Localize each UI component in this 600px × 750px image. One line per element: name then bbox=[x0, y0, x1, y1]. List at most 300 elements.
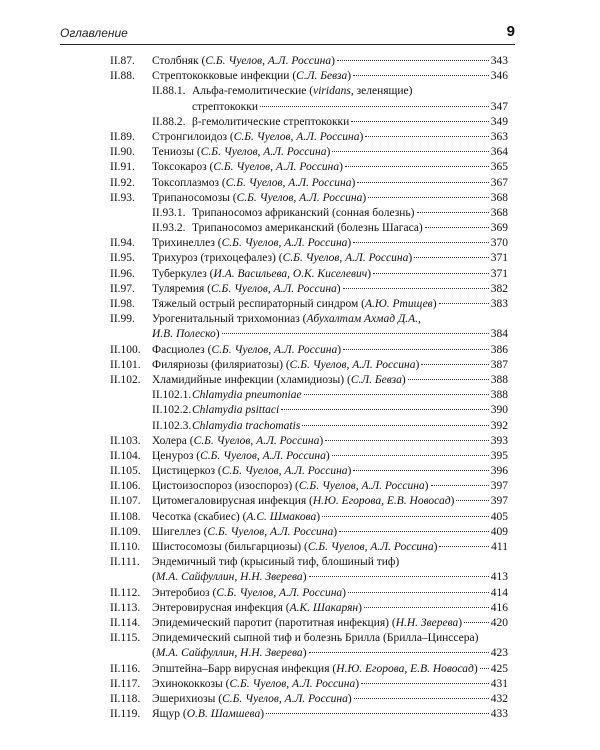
toc-entry-page: 349 bbox=[490, 115, 508, 128]
toc-entry-title bbox=[152, 479, 429, 494]
toc-entry-text: Холера ( bbox=[152, 434, 194, 447]
toc-entry-title bbox=[152, 267, 371, 282]
toc-entry[interactable] bbox=[110, 343, 508, 358]
toc-entry[interactable] bbox=[110, 479, 508, 494]
toc-entry-author: С.Б. Чуелов, А.Л. Россина bbox=[289, 358, 416, 371]
toc-entry-author: А.Ю. Ртищев bbox=[365, 298, 433, 311]
toc-entry[interactable] bbox=[110, 160, 508, 175]
toc-entry-number: II.100. bbox=[110, 343, 141, 356]
dot-leader bbox=[337, 60, 489, 61]
toc-entry-page: 423 bbox=[490, 647, 508, 660]
toc-entry-page: 388 bbox=[490, 389, 508, 402]
toc-entry[interactable] bbox=[110, 282, 508, 297]
toc-entry-title bbox=[152, 570, 307, 585]
toc-entry-page: 365 bbox=[490, 161, 508, 174]
dot-leader bbox=[281, 409, 489, 410]
toc-entry-page: 371 bbox=[490, 267, 508, 280]
toc-entry[interactable] bbox=[110, 631, 508, 661]
toc-entry-title bbox=[152, 631, 478, 646]
toc-entry-text: Ценуроз ( bbox=[152, 449, 201, 462]
toc-entry-author: О.В. Шамшева bbox=[186, 708, 261, 721]
toc-entry-text: ) bbox=[302, 647, 307, 660]
toc-entry-number: II.96. bbox=[110, 267, 135, 280]
toc-entry[interactable] bbox=[110, 176, 508, 191]
toc-entry-text: ) bbox=[336, 282, 341, 295]
toc-entry-text: Хламидийные инфекции (хламидиозы) ( bbox=[152, 373, 351, 386]
toc-entry-text: Филяриозы (филяриатозы) ( bbox=[152, 358, 290, 371]
toc-entry-line bbox=[110, 84, 508, 99]
toc-entry-number: II.93.1. bbox=[152, 206, 186, 219]
toc-entry-page: 414 bbox=[490, 586, 508, 599]
toc-entry-text: Альфа-гемолитические ( bbox=[192, 85, 314, 98]
toc-entry-number: II.116. bbox=[110, 662, 141, 675]
dot-leader bbox=[439, 303, 489, 304]
toc-entry-text: ) bbox=[347, 692, 352, 705]
toc-entry-number: II.114. bbox=[110, 616, 141, 629]
toc-entry-title bbox=[192, 419, 300, 434]
dot-leader bbox=[414, 257, 489, 258]
toc-entry-title bbox=[152, 54, 335, 69]
toc-entry-number: II.110. bbox=[110, 541, 141, 554]
toc-entry-page: 367 bbox=[490, 176, 508, 189]
toc-entry-number: II.102.3. bbox=[152, 419, 192, 432]
toc-entry-author: С.Б. Чуелов, А.Л. Россина bbox=[221, 465, 348, 478]
toc-entry-number: II.99. bbox=[110, 313, 135, 326]
dot-leader bbox=[332, 455, 489, 456]
toc-entry-title bbox=[152, 464, 351, 479]
toc-entry-page: 433 bbox=[490, 708, 508, 721]
toc-entry[interactable] bbox=[110, 662, 508, 677]
dot-leader bbox=[353, 470, 488, 471]
toc-entry-title bbox=[152, 297, 437, 312]
dot-leader bbox=[345, 166, 489, 167]
dot-leader bbox=[480, 668, 489, 669]
toc-entry[interactable] bbox=[110, 191, 508, 206]
toc-entry-text: ) bbox=[347, 237, 352, 250]
dot-leader bbox=[456, 500, 488, 501]
toc-entry-text: ) bbox=[458, 616, 463, 629]
toc-entry-author: С.Б. Чуелов, А.Л. Россина bbox=[233, 130, 360, 143]
dot-leader bbox=[222, 333, 489, 334]
toc-entry-title bbox=[152, 449, 330, 464]
toc-entry-page: 392 bbox=[490, 419, 508, 432]
toc-entry-page: 397 bbox=[490, 480, 508, 493]
toc-entry[interactable] bbox=[110, 358, 508, 373]
toc-entry-title bbox=[192, 115, 349, 130]
toc-entry-page: 420 bbox=[490, 616, 508, 629]
toc-entry-text: Цистицеркоз ( bbox=[152, 465, 222, 478]
toc-entry-title bbox=[152, 616, 462, 631]
dot-leader bbox=[464, 622, 489, 623]
dot-leader bbox=[348, 592, 489, 593]
toc-entry[interactable] bbox=[110, 555, 508, 585]
toc-entry[interactable] bbox=[110, 449, 508, 464]
toc-entry-author: С.Б. Чуелов, А.Л. Россина bbox=[282, 252, 409, 265]
dot-leader bbox=[373, 273, 489, 274]
toc-entry-title bbox=[152, 586, 346, 601]
dot-leader bbox=[343, 288, 489, 289]
toc-entry-text: ) bbox=[359, 130, 364, 143]
toc-entry-text: ) bbox=[367, 267, 372, 280]
toc-entry[interactable] bbox=[110, 677, 508, 692]
toc-entry-page: 411 bbox=[491, 541, 508, 554]
toc-entry-number: II.93. bbox=[110, 191, 135, 204]
toc-entry-text: ) bbox=[342, 586, 347, 599]
toc-entry-author: С.Б. Чуелов, А.Л. Россина bbox=[213, 161, 340, 174]
toc-entry-text: Стрептококковые инфекции ( bbox=[152, 70, 297, 83]
toc-entry-text: Эпштейна–Барр вирусная инфекция ( bbox=[152, 662, 337, 675]
toc-entry-page: 432 bbox=[490, 692, 508, 705]
dot-leader bbox=[332, 151, 488, 152]
toc-entry[interactable] bbox=[110, 540, 508, 555]
toc-entry[interactable] bbox=[110, 510, 508, 525]
toc-entry-number: II.95. bbox=[110, 252, 135, 265]
toc-entry-title bbox=[192, 100, 258, 115]
dot-leader bbox=[421, 364, 488, 365]
toc-entry-text: Энтеробиоз ( bbox=[152, 586, 217, 599]
toc-entry-text: Токсоплазмоз ( bbox=[152, 176, 226, 189]
toc-entry-text: ) bbox=[333, 525, 338, 538]
toc-entry-title bbox=[152, 312, 421, 327]
toc-entry-author: С.Б. Чуелов, А.Л. Россина bbox=[193, 434, 320, 447]
toc-entry-number: II.119. bbox=[110, 708, 141, 721]
toc-entry-page: 363 bbox=[490, 130, 508, 143]
toc-entry-text: Токсокароз ( bbox=[152, 161, 214, 174]
toc-entry-author: Chlamydia trachomatis bbox=[192, 419, 301, 432]
toc-entry-number: II.98. bbox=[110, 298, 135, 311]
toc-entry-author: viridans bbox=[313, 85, 351, 98]
toc-entry[interactable] bbox=[110, 464, 508, 479]
toc-entry-text: ) bbox=[415, 358, 420, 371]
toc-entry[interactable] bbox=[110, 69, 508, 84]
toc-entry[interactable] bbox=[110, 115, 508, 130]
toc-entry-text: Урогенитальный трихомониаз ( bbox=[152, 313, 307, 326]
toc-entry-title bbox=[152, 434, 323, 449]
toc-entry[interactable] bbox=[110, 297, 508, 312]
dot-leader bbox=[439, 546, 489, 547]
toc-entry-text: Эндемичный тиф (крысиный тиф, блошиный тиф) bbox=[152, 556, 400, 569]
toc-entry-text: Столбняк ( bbox=[152, 55, 206, 67]
dot-leader bbox=[304, 394, 489, 395]
toc-entry-title bbox=[152, 145, 330, 160]
dot-leader bbox=[368, 197, 489, 198]
toc-entry-page: 397 bbox=[490, 495, 508, 508]
toc-entry-author: С.Б. Чуелов, А.Л. Россина bbox=[211, 282, 337, 295]
toc-entry[interactable] bbox=[110, 206, 508, 221]
toc-entry-number: II.112. bbox=[110, 586, 141, 599]
toc-entry-text: Трипаносомоз американский (болезнь Шагаса) bbox=[192, 222, 423, 235]
toc-entry[interactable] bbox=[110, 145, 508, 160]
toc-entry-author: С.Б. Чуелов, А.Л. Россина bbox=[222, 692, 348, 705]
toc-entry-number: II.111. bbox=[110, 556, 140, 569]
toc-entry-line bbox=[110, 312, 508, 327]
toc-entry-text: ) bbox=[473, 662, 478, 675]
toc-entry-text: Цитомегаловирусная инфекция ( bbox=[152, 495, 313, 508]
toc-entry-number: II.107. bbox=[110, 495, 141, 508]
toc-entry-title bbox=[152, 525, 337, 540]
toc-entry-number: II.109. bbox=[110, 525, 141, 538]
toc-entry[interactable] bbox=[110, 221, 508, 236]
toc-entry-text: ) bbox=[319, 434, 324, 447]
toc-entry-page: 383 bbox=[490, 298, 508, 311]
toc-entry-text: ) bbox=[326, 146, 331, 159]
toc-entry-title bbox=[152, 373, 406, 388]
toc-entry-number: II.90. bbox=[110, 146, 135, 159]
toc-entry-page: 393 bbox=[490, 434, 508, 447]
toc-entry-number: II.103. bbox=[110, 434, 141, 447]
toc-entry-text: Трихуроз (трихоцефалез) ( bbox=[152, 252, 283, 265]
toc-entry-text: , зеленящие) bbox=[350, 85, 413, 98]
toc-entry-text: Эпидемический сыпной тиф и болезнь Брилла (Брилла–Цинссера) bbox=[152, 632, 479, 645]
toc-entry-text: Эпидемический паротит (паротитная инфекция) ( bbox=[152, 616, 396, 629]
toc-entry-number: II.88. bbox=[110, 70, 135, 83]
toc-entry-line bbox=[110, 555, 508, 570]
dot-leader bbox=[302, 425, 488, 426]
toc-entry-text: Эшерихиозы ( bbox=[152, 692, 223, 705]
toc-entry[interactable] bbox=[110, 601, 508, 616]
toc-entry[interactable] bbox=[110, 373, 508, 388]
toc-entry-text: Чесотка (скабиес) ( bbox=[152, 510, 247, 523]
toc-entry-page: 368 bbox=[490, 206, 508, 219]
dot-leader bbox=[353, 75, 489, 76]
dot-leader bbox=[357, 182, 488, 183]
toc-entry-author: М.А. Сайфуллин, Н.Н. Зверева bbox=[155, 571, 303, 584]
dot-leader bbox=[260, 106, 489, 107]
toc-entry-text: ) bbox=[362, 191, 367, 204]
toc-entry-author: С.Б. Чуелов, А.Л. Россина bbox=[236, 191, 363, 204]
toc-entry-title bbox=[152, 540, 437, 555]
toc-entry-title bbox=[152, 555, 399, 570]
toc-entry-text: ) bbox=[331, 55, 335, 67]
toc-entry[interactable] bbox=[110, 494, 508, 509]
toc-entry-line bbox=[110, 570, 508, 585]
toc-entry-page: 386 bbox=[490, 343, 508, 356]
toc-entry-page: 416 bbox=[490, 601, 508, 614]
toc-entry-author: С.Б. Чуелов, А.Л. Россина bbox=[200, 449, 326, 462]
toc-entry-page: 396 bbox=[490, 465, 508, 478]
toc-entry-text: Трипаносомозы ( bbox=[152, 191, 237, 204]
toc-entry[interactable] bbox=[110, 54, 508, 69]
toc-entry-text: ) bbox=[401, 373, 406, 386]
toc-entry-page: 384 bbox=[490, 328, 508, 341]
toc-entry-author: С.Б. Чуелов, А.Л. Россина bbox=[216, 586, 343, 599]
toc-entry-title bbox=[152, 662, 478, 677]
toc-entry[interactable] bbox=[110, 692, 508, 707]
toc-entry-author: С.Б. Чуелов, А.Л. Россина bbox=[225, 176, 352, 189]
toc-entry-text: ( bbox=[152, 571, 156, 584]
dot-leader bbox=[431, 485, 489, 486]
toc-entry-number: II.115. bbox=[110, 632, 141, 645]
toc-entry-author: С.Б. Чуелов, А.Л. Россина bbox=[205, 55, 332, 67]
dot-leader bbox=[351, 121, 488, 122]
toc-entry-title bbox=[152, 327, 220, 342]
toc-entry-line bbox=[110, 327, 508, 342]
toc-entry-title bbox=[152, 707, 264, 722]
dot-leader bbox=[339, 531, 489, 532]
toc-entry-title bbox=[192, 221, 423, 236]
toc-entry-title bbox=[152, 282, 341, 297]
toc-entry-number: II.118. bbox=[110, 692, 141, 705]
toc-entry-author: С.Л. Бевза bbox=[296, 70, 348, 83]
toc-entry-line bbox=[110, 646, 508, 661]
toc-entry-number: II.106. bbox=[110, 480, 141, 493]
toc-entry[interactable] bbox=[110, 403, 508, 418]
toc-entry-text: Тениозы ( bbox=[152, 146, 201, 159]
toc-entry-author: С.Б. Чуелов, А.Л. Россина bbox=[221, 237, 348, 250]
toc-entry-number: II.88.1. bbox=[152, 85, 186, 98]
toc-entry[interactable] bbox=[110, 525, 508, 540]
dot-leader bbox=[309, 652, 489, 653]
toc-entry-author: С.Б. Чуелов, А.Л. Россина bbox=[298, 480, 425, 493]
toc-entry-author: С.Л. Бевза bbox=[350, 373, 402, 386]
toc-entry-number: II.113. bbox=[110, 601, 141, 614]
toc-entry-text: ) bbox=[339, 161, 343, 174]
table-of-contents bbox=[110, 54, 508, 722]
dot-leader bbox=[325, 440, 489, 441]
toc-entry-line bbox=[110, 100, 508, 115]
toc-entry-number: II.89. bbox=[110, 130, 135, 143]
toc-entry-text: ) bbox=[424, 480, 429, 493]
toc-entry-page: 390 bbox=[490, 404, 508, 417]
dot-leader bbox=[408, 379, 489, 380]
toc-entry[interactable] bbox=[110, 236, 508, 251]
toc-entry-number: II.105. bbox=[110, 465, 141, 478]
toc-entry-author: И.А. Васильева, О.К. Киселевич bbox=[213, 267, 368, 280]
toc-entry[interactable] bbox=[110, 707, 508, 722]
toc-entry-author: Chlamydia pneumoniae bbox=[192, 389, 302, 402]
toc-entry-text: ) bbox=[260, 708, 265, 721]
toc-entry-title bbox=[152, 646, 307, 661]
toc-entry[interactable] bbox=[110, 586, 508, 601]
dot-leader bbox=[266, 713, 489, 714]
toc-entry-page: 388 bbox=[490, 373, 508, 386]
toc-entry-text: Цистоизоспороз (изоспороз) ( bbox=[152, 480, 299, 493]
dot-leader bbox=[365, 136, 488, 137]
toc-entry-page: 364 bbox=[490, 146, 508, 159]
toc-entry-number: II.97. bbox=[110, 282, 135, 295]
toc-entry-text: β-гемолитические стрептококки bbox=[192, 115, 350, 128]
toc-entry-author: Н.Н. Зверева bbox=[395, 616, 459, 629]
toc-entry[interactable] bbox=[110, 312, 508, 342]
toc-entry-number: II.104. bbox=[110, 449, 141, 462]
toc-entry-page: 425 bbox=[490, 662, 508, 675]
toc-entry-text: ) bbox=[215, 328, 220, 341]
toc-entry-text: Трипаносомоз африканский (сонная болезнь) bbox=[192, 206, 415, 219]
toc-entry-page: 405 bbox=[490, 510, 508, 523]
dot-leader bbox=[322, 516, 489, 517]
toc-entry-author: С.Б. Чуелов, А.Л. Россина bbox=[207, 525, 334, 538]
dot-leader bbox=[343, 349, 489, 350]
toc-entry-text: ) bbox=[325, 449, 330, 462]
toc-entry-author: А.С. Шмакова bbox=[246, 510, 317, 523]
dot-leader bbox=[309, 576, 489, 577]
toc-entry-author: М.А. Сайфуллин, Н.Н. Зверева bbox=[155, 647, 303, 660]
toc-entry-text: ( bbox=[152, 647, 156, 660]
toc-entry-title bbox=[152, 69, 351, 84]
toc-entry-number: II.87. bbox=[110, 55, 135, 67]
toc-entry-text: Шистосомозы (бильгарциозы) ( bbox=[152, 541, 308, 554]
toc-entry-number: II.102. bbox=[110, 373, 141, 386]
toc-entry-text: ) bbox=[302, 571, 307, 584]
toc-entry-text: Фасциолез ( bbox=[152, 343, 212, 356]
toc-entry-author: Chlamydia psittaci bbox=[192, 404, 280, 417]
toc-entry-title bbox=[152, 692, 352, 707]
toc-entry-author: С.Б. Чуелов, А.Л. Россина bbox=[200, 146, 327, 159]
toc-entry-author: С.Б. Чуелов, А.Л. Россина bbox=[307, 541, 434, 554]
toc-entry[interactable] bbox=[110, 267, 508, 282]
toc-entry-author: С.Б. Чуелов, А.Л. Россина bbox=[211, 343, 338, 356]
dot-leader bbox=[354, 698, 489, 699]
toc-entry[interactable] bbox=[110, 419, 508, 434]
toc-entry-page: 368 bbox=[490, 191, 508, 204]
toc-entry-title bbox=[152, 191, 366, 206]
toc-entry[interactable] bbox=[110, 84, 508, 114]
toc-entry-title bbox=[152, 160, 343, 175]
toc-entry-number: II.92. bbox=[110, 176, 135, 189]
toc-entry-text: Шигеллез ( bbox=[152, 525, 208, 538]
toc-entry-text: Энтеровирусная инфекция ( bbox=[152, 601, 290, 614]
toc-entry-text: Эхинококкозы ( bbox=[152, 677, 230, 690]
toc-entry-page: 395 bbox=[490, 449, 508, 462]
page-number: 9 bbox=[506, 23, 515, 40]
toc-entry-text: ) bbox=[347, 465, 352, 478]
dot-leader bbox=[417, 212, 489, 213]
toc-entry-text: ) bbox=[358, 601, 362, 614]
toc-entry-title bbox=[152, 130, 363, 145]
toc-entry-number: II.88.2. bbox=[152, 115, 186, 128]
toc-entry-number: II.93.2. bbox=[152, 222, 186, 235]
toc-entry-title bbox=[152, 601, 362, 616]
toc-entry-title bbox=[152, 677, 359, 692]
toc-entry-number: II.101. bbox=[110, 358, 141, 371]
toc-entry-text: Ящур ( bbox=[152, 708, 187, 721]
toc-entry[interactable] bbox=[110, 616, 508, 631]
toc-entry-text: ) bbox=[433, 541, 438, 554]
toc-entry-author: Н.Ю. Егорова, Е.В. Новосад bbox=[312, 495, 451, 508]
toc-entry-text: Трихинеллез ( bbox=[152, 237, 222, 250]
toc-entry-title bbox=[152, 343, 341, 358]
toc-entry[interactable] bbox=[110, 434, 508, 449]
toc-entry-text: ) bbox=[316, 510, 321, 523]
toc-entry[interactable] bbox=[110, 130, 508, 145]
toc-entry-author: И.В. Полеско bbox=[152, 328, 216, 341]
toc-entry[interactable] bbox=[110, 388, 508, 403]
toc-entry-text: Туберкулез ( bbox=[152, 267, 214, 280]
toc-entry-page: 382 bbox=[490, 282, 508, 295]
toc-entry-title bbox=[152, 176, 355, 191]
toc-entry-text: ) bbox=[408, 252, 413, 265]
toc-entry-page: 431 bbox=[490, 677, 508, 690]
toc-entry[interactable] bbox=[110, 251, 508, 266]
toc-entry-title bbox=[152, 358, 419, 373]
toc-entry-author: С.Б. Чуелов, А.Л. Россина bbox=[229, 677, 356, 690]
dot-leader bbox=[353, 242, 489, 243]
toc-entry-number: II.108. bbox=[110, 510, 141, 523]
header-title: Оглавление bbox=[60, 26, 128, 40]
toc-entry-title bbox=[192, 388, 302, 403]
toc-entry-number: II.94. bbox=[110, 237, 135, 250]
dot-leader bbox=[361, 683, 489, 684]
toc-entry-page: 346 bbox=[490, 70, 508, 83]
toc-entry-number: II.102.2. bbox=[152, 404, 192, 417]
toc-entry-page: 409 bbox=[490, 525, 508, 538]
toc-entry-title bbox=[152, 510, 320, 525]
dot-leader bbox=[364, 607, 489, 608]
toc-entry-number: II.117. bbox=[110, 677, 141, 690]
toc-entry-page: 347 bbox=[490, 100, 508, 113]
toc-entry-author: Н.Ю. Егорова, Е.В. Новосад bbox=[336, 662, 474, 675]
toc-entry-text: Стронгилоидоз ( bbox=[152, 130, 234, 143]
